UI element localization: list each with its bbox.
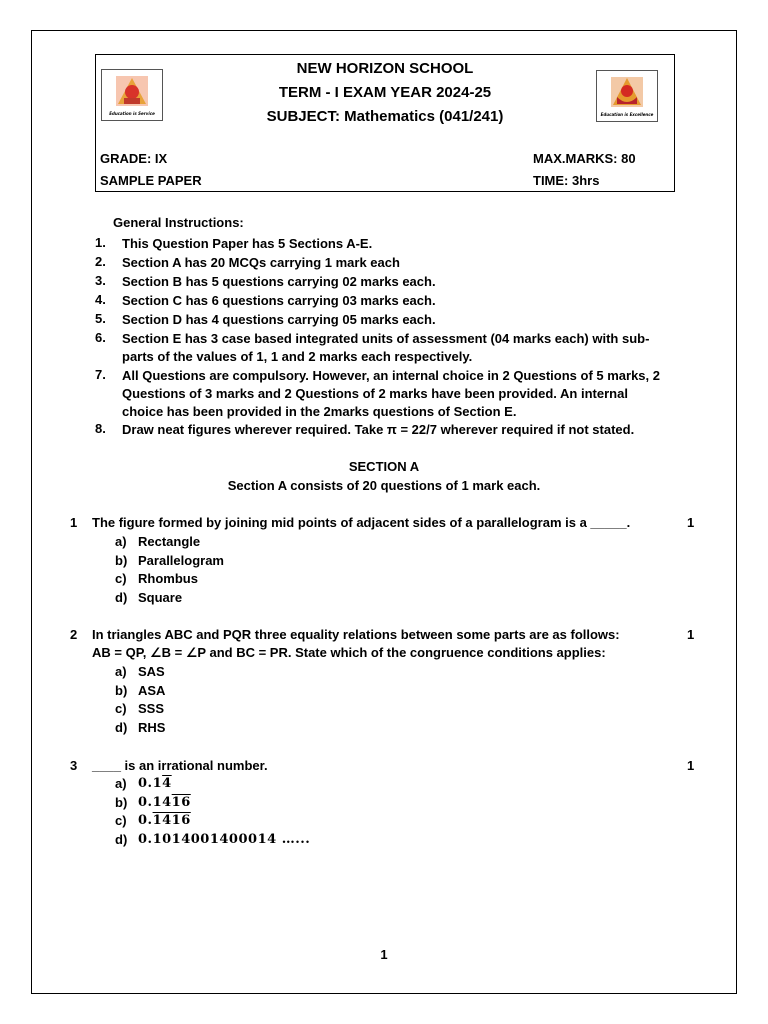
school-name: NEW HORIZON SCHOOL [296, 60, 474, 77]
instruction-number: 3. [95, 273, 106, 288]
option-text: Parallelogram [138, 553, 224, 568]
instruction-text: Section A has 20 MCQs carrying 1 mark each [122, 255, 400, 270]
school-logo-right [596, 70, 658, 122]
exam-title: TERM - I EXAM YEAR 2024-25 [278, 84, 492, 101]
option-text: 0.1014001400014 …... [138, 832, 311, 847]
subject-title: SUBJECT: Mathematics (041/241) [266, 108, 504, 125]
option-text [138, 795, 191, 810]
option-label: a) [115, 534, 127, 549]
instructions-title: General Instructions: [113, 215, 244, 230]
question-number: 2 [70, 627, 78, 642]
decimal-plain: 0.14 [138, 795, 172, 810]
question-marks: 1 [687, 758, 695, 773]
option-text [138, 813, 191, 828]
option-label: c) [115, 571, 127, 586]
instruction-number: 4. [95, 292, 106, 307]
option-text: Rhombus [138, 571, 198, 586]
option-label: b) [115, 795, 128, 810]
option-text: SAS [138, 664, 165, 679]
instruction-text: This Question Paper has 5 Sections A-E. [122, 236, 373, 251]
time-allowed: TIME: 3hrs [533, 173, 600, 188]
option-label: a) [115, 664, 127, 679]
option-label: a) [115, 776, 127, 791]
question-number: 3 [70, 758, 78, 773]
logo-left-caption: Education is Service [109, 111, 155, 116]
instruction-text: Section E has 3 case based integrated units of assessment (04 marks each) with sub-parts of the values of 1, 1 and 2 marks each respectively. [122, 331, 650, 364]
option-label: d) [115, 720, 128, 735]
grade: GRADE: IX [100, 151, 168, 166]
instruction-number: 2. [95, 254, 106, 269]
option-label: b) [115, 553, 128, 568]
instruction-number: 7. [95, 367, 106, 382]
option-text [138, 776, 172, 791]
paper-type: SAMPLE PAPER [100, 173, 202, 188]
option-text: RHS [138, 720, 166, 735]
repeating-digits: 4 [162, 776, 172, 791]
page-number: 1 [380, 947, 388, 962]
section-title: SECTION A [348, 459, 420, 474]
option-label: c) [115, 701, 127, 716]
option-label: d) [115, 590, 128, 605]
section-subtitle: Section A consists of 20 questions of 1 mark each. [227, 478, 541, 493]
question-text: In triangles ABC and PQR three equality relations between some parts are as follows: [92, 627, 620, 642]
max-marks: MAX.MARKS: 80 [533, 151, 636, 166]
instruction-text: Section D has 4 questions carrying 05 marks each. [122, 312, 436, 327]
instruction-text: Section C has 6 questions carrying 03 marks each. [122, 293, 436, 308]
instruction-number: 6. [95, 330, 106, 345]
instruction-text: Section B has 5 questions carrying 02 marks each. [122, 274, 436, 289]
question-marks: 1 [687, 627, 695, 642]
option-label: b) [115, 683, 128, 698]
question-number: 1 [70, 515, 78, 530]
question-text: The figure formed by joining mid points of adjacent sides of a parallelogram is a _____. [92, 515, 631, 530]
header-box [95, 54, 675, 192]
logo-right-caption: Education is Excellence [600, 112, 654, 117]
question-text: ____ is an irrational number. [92, 758, 268, 773]
question-marks: 1 [687, 515, 695, 530]
option-text: Rectangle [138, 534, 201, 549]
instruction-number: 1. [95, 235, 106, 250]
decimal-plain: 0. [138, 813, 153, 828]
decimal-plain: 0.1 [138, 776, 163, 791]
instruction-number: 8. [95, 421, 106, 436]
instruction-text: All Questions are compulsory. However, an internal choice in 2 Questions of 5 marks, 2 Questions of 3 marks and 2 Questions of 2 marks have been provided. An internal choice has been provided in the 2marks questions of Section E. [122, 368, 660, 419]
option-label: d) [115, 832, 128, 847]
instruction-text: Draw neat figures wherever required. Take π = 22/7 wherever required if not stated. [122, 422, 635, 437]
option-label: c) [115, 813, 127, 828]
repeating-digits: 16 [171, 795, 191, 810]
question-text-line2: AB = QP, ∠B = ∠P and BC = PR. State which of the congruence conditions applies: [92, 645, 606, 660]
option-text: ASA [138, 683, 166, 698]
option-text: SSS [138, 701, 165, 716]
instruction-number: 5. [95, 311, 106, 326]
option-text: Square [138, 590, 183, 605]
repeating-digits: 1416 [152, 813, 191, 828]
